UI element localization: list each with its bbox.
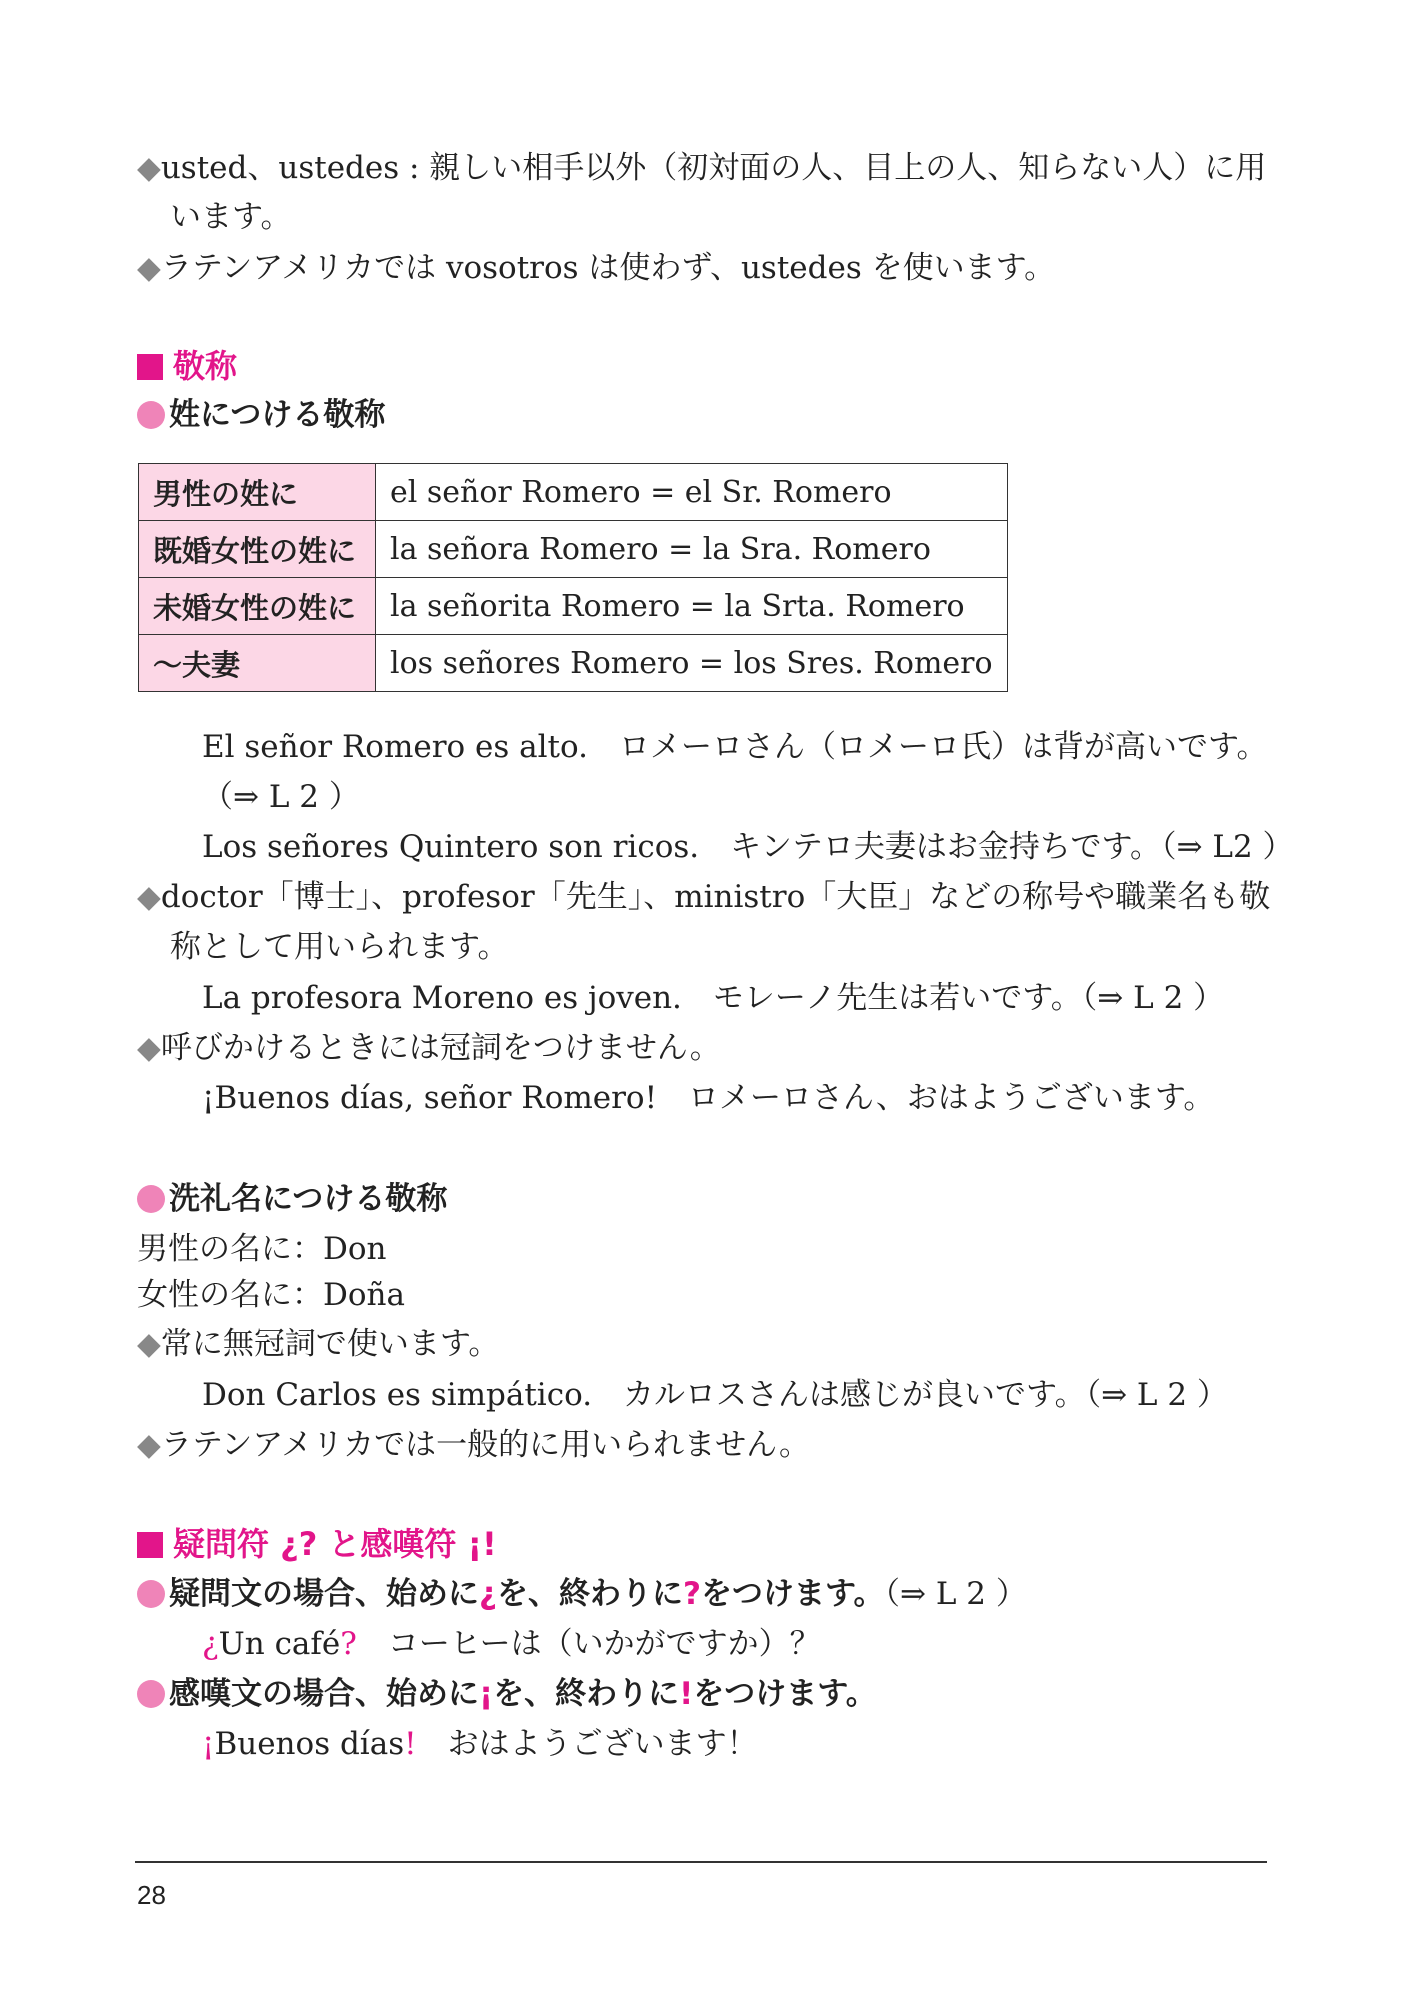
intro-bullet-latam: [137, 246, 1055, 290]
inverted-question-mark: ¿: [479, 1576, 497, 1612]
row-label: 男性の姓に: [139, 464, 376, 521]
example-romero-alto: El señor Romero es alto. ロメーロさん（ロメーロ氏）は背が高いです。: [202, 729, 1268, 765]
exclamation-mark: !: [679, 1676, 694, 1712]
example-un-cafe: ¿Un café? コーヒーは（いかがですか）？: [202, 1626, 821, 1662]
table-row: [139, 521, 1008, 578]
diamond-bullet-icon: ◆: [137, 250, 161, 286]
example-moreno: La profesora Moreno es joven. モレーノ先生は若いです。（⇒ L 2 ）: [202, 980, 1225, 1016]
circle-bullet-icon: [137, 401, 165, 429]
diamond-bullet-icon: ◆: [137, 1427, 161, 1463]
footer-divider: [135, 1861, 1267, 1863]
circle-bullet-icon: [137, 1580, 165, 1608]
question-mark: ?: [682, 1576, 701, 1612]
row-value: los señores Romero = los Sres. Romero: [376, 635, 1008, 692]
note-titles: ◆doctor「博士」、profesor「先生」、ministro「大臣」などの称号や職業名も敬: [137, 879, 1271, 915]
row-label: 既婚女性の姓に: [139, 521, 376, 578]
note-latam-don: ◆ラテンアメリカでは一般的に用いられません。: [137, 1427, 810, 1463]
row-value: el señor Romero = el Sr. Romero: [376, 464, 1008, 521]
subtitle-baptismal: 洗礼名につける敬称: [137, 1177, 447, 1221]
diamond-bullet-icon: ◆: [137, 879, 161, 915]
square-bullet-icon: [137, 1532, 163, 1558]
table-row: [139, 578, 1008, 635]
diamond-bullet-icon: ◆: [137, 1030, 161, 1066]
intro-bullet-usted: [137, 146, 1266, 190]
circle-bullet-icon: [137, 1680, 165, 1708]
question-rule: 疑問文の場合、始めに¿を、終わりに?をつけます。（⇒ L 2 ）: [137, 1572, 1027, 1616]
page-number: 28: [137, 1880, 166, 1910]
exclamation-rule: 感嘆文の場合、始めに¡を、終わりに!をつけます。: [137, 1672, 877, 1716]
example-quintero: Los señores Quintero son ricos. キンテロ夫妻はお金持ちです。（⇒ L2 ）: [202, 829, 1294, 865]
row-label: 〜夫妻: [139, 635, 376, 692]
table-row: [139, 635, 1008, 692]
table-row: [139, 464, 1008, 521]
note-titles-cont: 称として用いられます。: [170, 929, 509, 965]
note-address: ◆呼びかけるときには冠詞をつけません。: [137, 1030, 721, 1066]
note-no-article: ◆常に無冠詞で使います。: [137, 1326, 500, 1362]
section-title-keisho: 敬称: [137, 344, 237, 388]
circle-bullet-icon: [137, 1185, 165, 1213]
honorific-table: [138, 463, 1008, 692]
inverted-exclamation-mark: ¡: [479, 1676, 494, 1712]
latam-ustedes-note: ラテンアメリカでは vosotros は使わず、ustedes を使います。: [160, 250, 1056, 286]
example-ref: （⇒ L 2 ）: [202, 779, 360, 815]
diamond-bullet-icon: ◆: [137, 150, 161, 186]
diamond-bullet-icon: ◆: [137, 1326, 161, 1362]
example-buenos-dias: ¡Buenos días! おはようございます！: [202, 1726, 758, 1762]
row-value: la señora Romero = la Sra. Romero: [376, 521, 1008, 578]
example-buenos-dias-senor: ¡Buenos días, señor Romero! ロメーロさん、おはようございます。: [202, 1080, 1215, 1116]
subtitle-surname: 姓につける敬称: [137, 393, 385, 437]
usted-note: usted、ustedes : 親しい相手以外（初対面の人、目上の人、知らない人）に用: [160, 150, 1267, 186]
square-bullet-icon: [137, 354, 163, 380]
male-name-don: 男性の名に：Don: [137, 1231, 387, 1267]
example-don-carlos: Don Carlos es simpático. カルロスさんは感じが良いです。（⇒ L 2 ）: [202, 1377, 1228, 1413]
row-label: 未婚女性の姓に: [139, 578, 376, 635]
row-value: la señorita Romero = la Srta. Romero: [376, 578, 1008, 635]
section-title-marks: 疑問符 ¿? と感嘆符 ¡!: [137, 1522, 497, 1566]
usted-note-cont: います。: [170, 199, 292, 235]
female-name-dona: 女性の名に：Doña: [137, 1277, 405, 1313]
